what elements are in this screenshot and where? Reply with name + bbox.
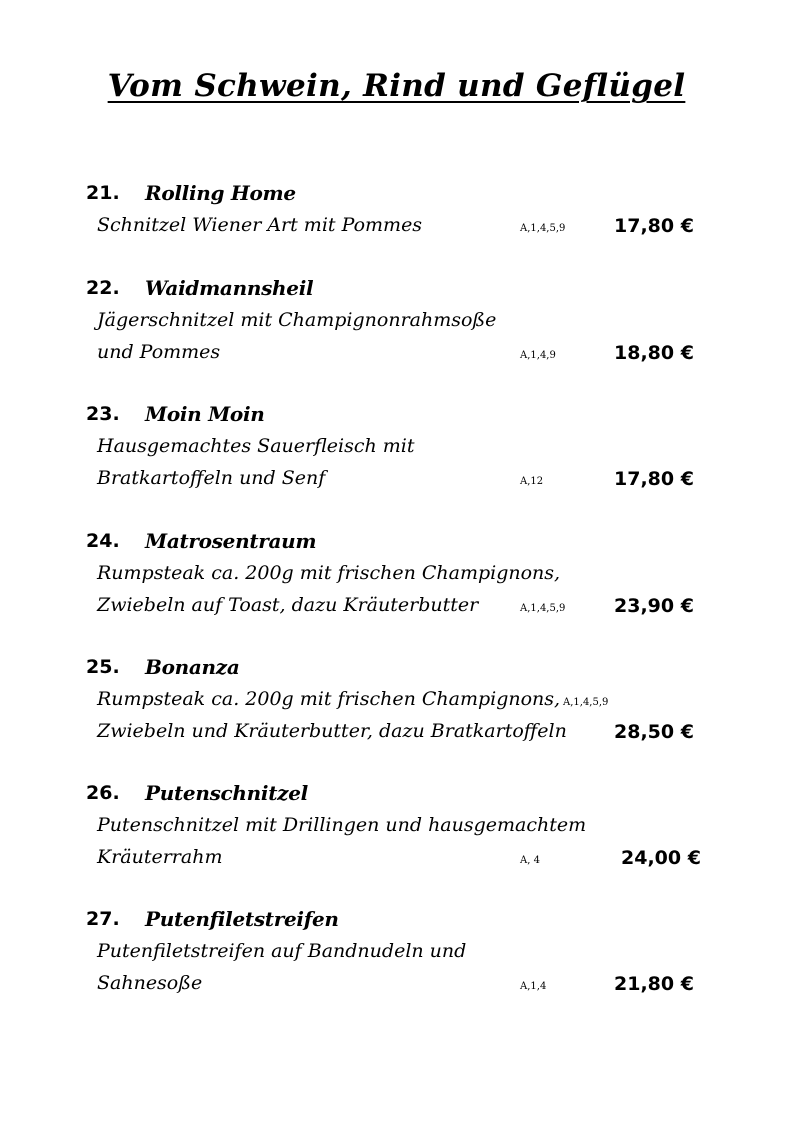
dish-description-line: Sahnesoße <box>97 972 203 994</box>
dish-name: Moin Moin <box>145 402 265 426</box>
dish-price: 17,80 € <box>614 215 694 237</box>
dish-name: Putenschnitzel <box>145 781 308 805</box>
dish-price: 23,90 € <box>614 595 694 617</box>
dish-price: 17,80 € <box>614 468 694 490</box>
dish-price: 28,50 € <box>614 721 694 743</box>
dish-number: 26. <box>86 782 120 804</box>
dish-number: 22. <box>86 277 120 299</box>
dish-description-line: Jägerschnitzel mit Champignonrahmsoße <box>97 309 497 331</box>
dish-allergens: A,1,4 <box>520 981 547 992</box>
dish-name: Bonanza <box>145 655 240 679</box>
dish-description-line: und Pommes <box>97 341 221 363</box>
dish-number: 21. <box>86 182 120 204</box>
dish-price: 24,00 € <box>621 847 701 869</box>
dish-description-line: Bratkartoffeln und Senf <box>97 467 326 489</box>
dish-allergens: A,12 <box>520 476 544 487</box>
dish-price: 21,80 € <box>614 973 694 995</box>
dish-description-line: Putenschnitzel mit Drillingen und hausgemachtem <box>97 814 587 836</box>
dish-description-line: Rumpsteak ca. 200g mit frischen Champignons, <box>97 688 561 710</box>
page-title-text: Vom Schwein, Rind und Geflügel <box>107 68 686 104</box>
dish-name: Waidmannsheil <box>145 276 314 300</box>
dish-name: Rolling Home <box>145 181 296 205</box>
dish-number: 24. <box>86 530 120 552</box>
dish-description-line: Hausgemachtes Sauerfleisch mit <box>97 435 415 457</box>
dish-number: 27. <box>86 908 120 930</box>
dish-name: Putenfiletstreifen <box>145 907 339 931</box>
dish-description-line: Schnitzel Wiener Art mit Pommes <box>97 214 423 236</box>
dish-allergens: A,1,4,5,9 <box>520 603 566 614</box>
dish-description-line: Putenfiletstreifen auf Bandnudeln und <box>97 940 467 962</box>
dish-name: Matrosentraum <box>145 529 317 553</box>
dish-allergens: A,1,4,9 <box>520 350 556 361</box>
page-title <box>0 68 793 104</box>
dish-description-line: Rumpsteak ca. 200g mit frischen Champignons, <box>97 562 561 584</box>
dish-price: 18,80 € <box>614 342 694 364</box>
dish-number: 23. <box>86 403 120 425</box>
dish-allergens: A,1,4,5,9 <box>563 697 609 708</box>
dish-allergens: A, 4 <box>520 855 540 866</box>
dish-description-line: Zwiebeln und Kräuterbutter, dazu Bratkartoffeln <box>97 720 567 742</box>
dish-number: 25. <box>86 656 120 678</box>
dish-allergens: A,1,4,5,9 <box>520 223 566 234</box>
dish-description-line: Zwiebeln auf Toast, dazu Kräuterbutter <box>97 594 479 616</box>
dish-description-line: Kräuterrahm <box>97 846 223 868</box>
